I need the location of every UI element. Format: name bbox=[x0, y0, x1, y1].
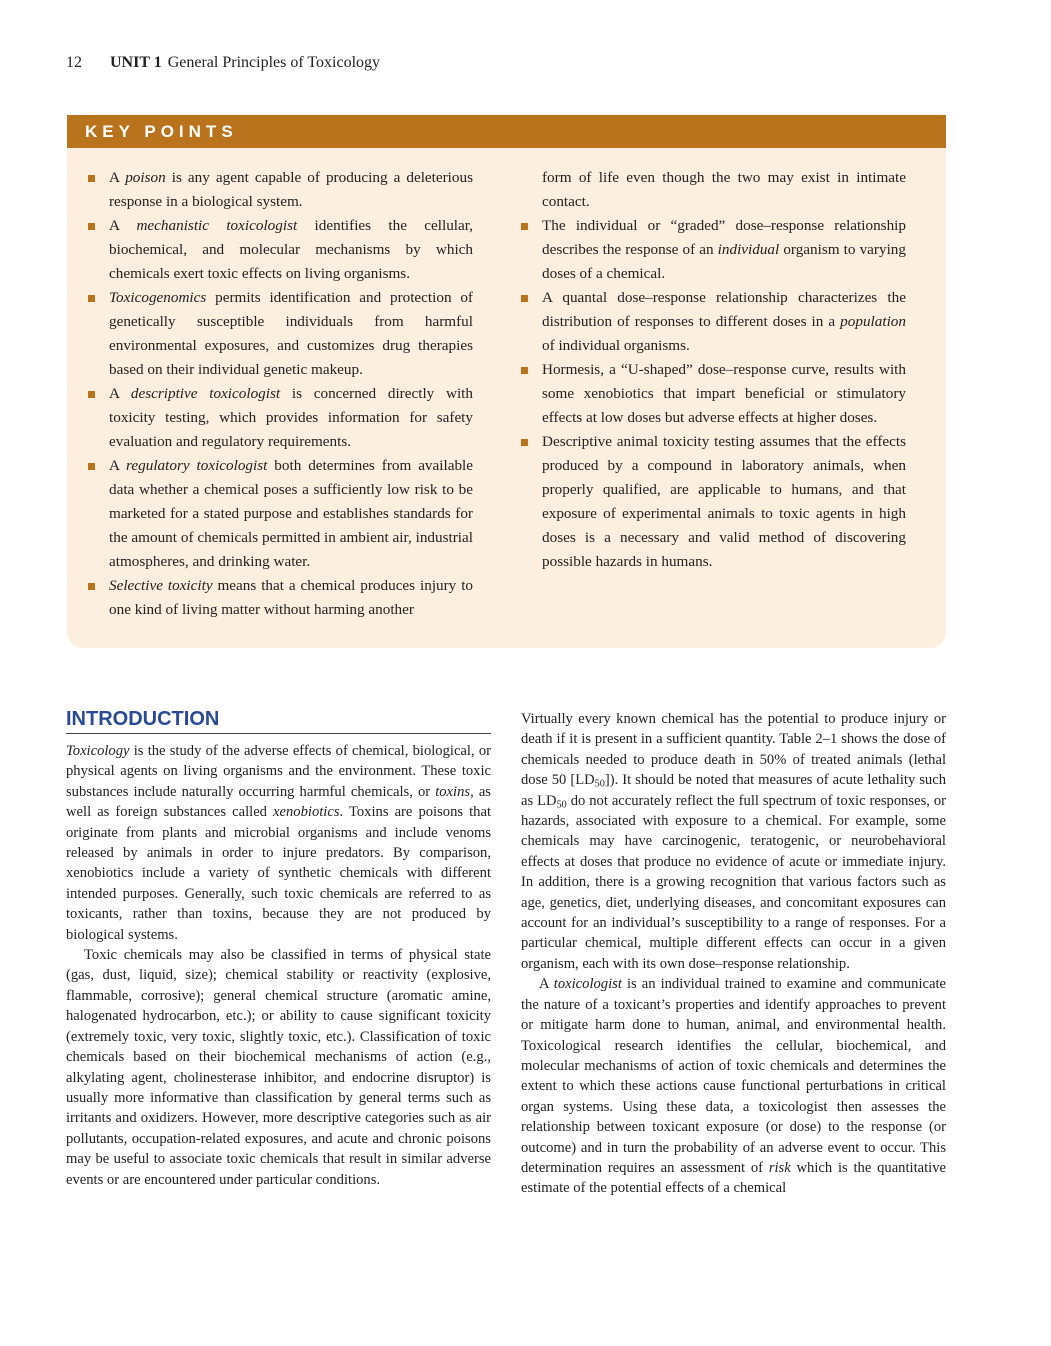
key-point-item: Hormesis, a “U-shaped” dose–response curve, results with some xenobiotics that impart beneficial or stimulatory effects at low doses but adverse effects at higher doses. bbox=[521, 358, 906, 430]
body-right-column bbox=[521, 709, 946, 1199]
key-points-title: KEY POINTS bbox=[67, 115, 946, 148]
key-point-item: Descriptive animal toxicity testing assumes that the effects produced by a compound in laboratory animals, when properly qualified, are applicable to humans, and that exposure of experimental animals to toxic agents in high doses is a necessary and valid method of discovering possible hazards in humans. bbox=[521, 430, 906, 574]
key-point-item: A regulatory toxicologist both determines from available data whether a chemical poses a sufficiently low risk to be marketed for a stated purpose and establishes standards for the amount of chemicals permitted in ambient air, industrial atmospheres, and drinking water. bbox=[88, 454, 473, 574]
key-points-right-column bbox=[521, 166, 906, 574]
key-point-item: The individual or “graded” dose–response relationship describes the response of an individual organism to varying doses of a chemical. bbox=[521, 214, 906, 286]
key-point-item: A mechanistic toxicologist identifies the cellular, biochemical, and molecular mechanisms by which chemicals exert toxic effects on living organisms. bbox=[88, 214, 473, 286]
key-point-item: A descriptive toxicologist is concerned directly with toxicity testing, which provides information for safety evaluation and regulatory requirements. bbox=[88, 382, 473, 454]
key-point-item: Toxicogenomics permits identification and protection of genetically susceptible individuals from harmful environmental exposures, and customizes drug therapies based on their individual genetic makeup. bbox=[88, 286, 473, 382]
unit-title: General Principles of Toxicology bbox=[167, 54, 381, 71]
section-title-introduction: INTRODUCTION bbox=[66, 708, 491, 734]
key-point-continuation: form of life even though the two may exist in intimate contact. bbox=[542, 169, 906, 210]
body-paragraph: Virtually every known chemical has the potential to produce injury or death if it is present in a sufficient quantity. Table 2–1 shows the dose of chemicals needed to produce death in 50% of treated animals (lethal dose 50 $[LD_{50}]$). It should be noted that measures of acute lethality such as $LD_{50}$ do not accurately reflect the full spectrum of toxic responses, or hazards, associated with exposure to a chemical. For example, some chemicals may have carcinogenic, teratogenic, or neurobehavioral effects at doses that produce no evidence of acute or immediate injury. In addition, there is a growing recognition that various factors such as age, genetics, diet, underlying diseases, and concomitant exposures can account for an individual’s susceptibility to a range of responses. For a particular chemical, multiple different effects can occur in a given organism, each with its own dose–response relationship. bbox=[521, 711, 946, 972]
unit-label: UNIT 1 bbox=[110, 54, 162, 71]
key-point-item: A poison is any agent capable of producing a deleterious response in a biological system. bbox=[88, 166, 473, 214]
key-points-left-column bbox=[88, 166, 473, 622]
body-left-column bbox=[66, 741, 491, 1190]
key-point-item: A quantal dose–response relationship characterizes the distribution of responses to different doses in a population of individual organisms. bbox=[521, 286, 906, 358]
body-paragraph: Toxicology is the study of the adverse effects of chemical, biological, or physical agents on living organisms and the environment. These toxic substances include naturally occurring harmful chemicals, or toxins, as well as foreign substances called xenobiotics. Toxins are poisons that originate from plants and microbial organisms and include venoms released by animals in order to injure predators. By comparison, xenobiotics include a variety of synthetic chemicals with different intended purposes. Generally, such toxic chemicals are referred to as toxicants, rather than toxins, because they are not produced by biological systems. bbox=[66, 743, 492, 943]
body-paragraph: A toxicologist is an individual trained to examine and communicate the nature of a toxicant’s properties and identify approaches to prevent or mitigate harm done to human, animal, and environmental health. Toxicological research identifies the cellular, biochemical, and molecular mechanisms of action of toxic chemicals and determines the extent to which these actions cause functional perturbations in critical organ systems. Using these data, a toxicologist then assesses the relationship between toxicant exposure (or dose) to the response (or outcome) and in turn the probability of an adverse event to occur. This determination requires an assessment of risk which is the quantitative estimate of the potential effects of a chemical bbox=[521, 976, 947, 1197]
page-number: 12 bbox=[66, 54, 82, 71]
key-point-item: Selective toxicity means that a chemical produces injury to one kind of living matter without harming another bbox=[88, 574, 473, 622]
body-paragraph: Toxic chemicals may also be classified in terms of physical state (gas, dust, liquid, size); chemical stability or reactivity (explosive, flammable, corrosive); general chemical structure (aromatic amine, halogenated hydrocarbon, etc.); or ability to cause significant toxicity (extremely toxic, very toxic, slightly toxic, etc.). Classification of toxic chemicals based on their biochemical mechanisms of action (e.g., alkylating agent, cholinesterase inhibitor, and endocrine disruptor) is usually more informative than classification by general terms such as irritants and oxidizers. However, more descriptive categories such as air pollutants, occupation-related exposures, and acute and chronic poisons may be useful to associate toxic chemicals that result in similar adverse events or are encountered under particular conditions. bbox=[66, 947, 491, 1188]
running-header bbox=[66, 54, 380, 78]
